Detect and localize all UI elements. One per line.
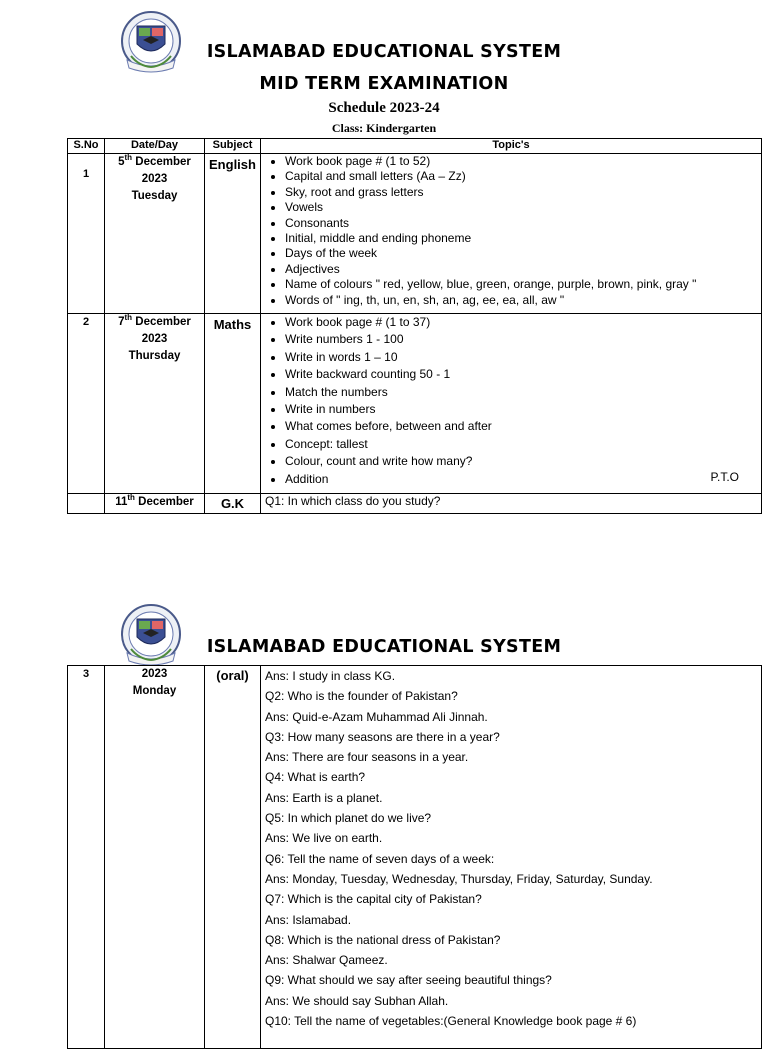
- qa-line: Ans: Earth is a planet.: [265, 790, 383, 805]
- row-date: 5th December 2023 Tuesday: [105, 154, 205, 314]
- header-sno: S.No: [68, 139, 105, 154]
- row-questions: [261, 666, 762, 1049]
- pto-label: P.T.O: [710, 470, 739, 484]
- qa-line: Q2: Who is the founder of Pakistan?: [265, 689, 458, 704]
- row-topics: [261, 314, 762, 494]
- qa-line: Q4: What is earth?: [265, 770, 366, 785]
- row-sno: 1: [68, 154, 105, 314]
- schedule-table-continued: [67, 665, 762, 1049]
- row-subject: English: [205, 154, 261, 314]
- topic-item: • Vowels: [285, 200, 761, 215]
- qa-line: Q7: Which is the capital city of Pakistan?: [265, 892, 482, 907]
- topic-item: • Capital and small letters (Aa – Zz): [285, 169, 761, 184]
- topic-item: • Match the numbers: [285, 384, 761, 401]
- topic-item: • Addition: [285, 471, 761, 488]
- topic-item: • Adjectives: [285, 262, 761, 277]
- school-crest-icon: [117, 603, 185, 669]
- row-topics: [261, 154, 762, 314]
- schedule-table: [67, 138, 762, 514]
- topic-item: • Write numbers 1 - 100: [285, 331, 761, 348]
- row-subject: G.K: [205, 494, 261, 514]
- org-name: ISLAMABAD EDUCATIONAL SYSTEM: [206, 637, 562, 657]
- org-name: ISLAMABAD EDUCATIONAL SYSTEM: [206, 42, 562, 62]
- topic-item: • Work book page # (1 to 37): [285, 314, 761, 331]
- qa-line: Ans: Monday, Tuesday, Wednesday, Thursday, Friday, Saturday, Sunday.: [265, 871, 653, 886]
- qa-line: Q5: In which planet do we live?: [265, 811, 432, 826]
- qa-line: Ans: Shalwar Qameez.: [265, 953, 388, 968]
- qa-line: Ans: We should say Subhan Allah.: [265, 993, 449, 1008]
- table-row: [68, 494, 762, 514]
- topic-item: • Write backward counting 50 - 1: [285, 366, 761, 383]
- qa-line: Ans: Islamabad.: [265, 912, 352, 927]
- topic-item: • Colour, count and write how many?: [285, 453, 761, 470]
- topic-item: • Write in words 1 – 10: [285, 349, 761, 366]
- header-subject: Subject: [205, 139, 261, 154]
- row-sno: 3: [68, 666, 105, 1049]
- table-header-row: [68, 139, 762, 154]
- topic-item: • Consonants: [285, 216, 761, 231]
- topic-item: • What comes before, between and after: [285, 418, 761, 435]
- qa-line: Ans: We live on earth.: [265, 831, 383, 846]
- exam-title: MID TERM EXAMINATION: [259, 74, 509, 94]
- row-sno: 2: [68, 314, 105, 494]
- table-row: [68, 314, 762, 494]
- topic-item: • Initial, middle and ending phoneme: [285, 231, 761, 246]
- topic-item: • Days of the week: [285, 246, 761, 261]
- topic-item: • Name of colours " red, yellow, blue, green, orange, purple, brown, pink, gray ": [285, 277, 761, 292]
- table-row: [68, 666, 762, 1049]
- qa-line: Q9: What should we say after seeing beautiful things?: [265, 973, 552, 988]
- row-date: 2023 Monday: [105, 666, 205, 1049]
- topic-item: • Sky, root and grass letters: [285, 185, 761, 200]
- qa-line: Q8: Which is the national dress of Pakistan?: [265, 932, 501, 947]
- row-subject: (oral): [205, 666, 261, 1049]
- topic-item: • Concept: tallest: [285, 436, 761, 453]
- class-label: Class: Kindergarten: [331, 121, 437, 135]
- row-date: 7th December 2023 Thursday: [105, 314, 205, 494]
- topic-item: • Write in numbers: [285, 401, 761, 418]
- topic-list: [261, 314, 761, 488]
- row-first-question: Q1: In which class do you study?: [261, 494, 762, 514]
- qa-line: Ans: Quid-e-Azam Muhammad Ali Jinnah.: [265, 709, 488, 724]
- qa-line: Q6: Tell the name of seven days of a week:: [265, 851, 495, 866]
- qa-line: Q3: How many seasons are there in a year?: [265, 729, 500, 744]
- qa-line: Ans: There are four seasons in a year.: [265, 750, 469, 765]
- row-subject: Maths: [205, 314, 261, 494]
- topic-item: • Work book page # (1 to 52): [285, 154, 761, 169]
- topic-item: • Words of " ing, th, un, en, sh, an, ag, ee, ea, all, aw ": [285, 293, 761, 308]
- qa-list: [265, 666, 761, 1031]
- topic-list: [261, 154, 761, 308]
- qa-line: Q10: Tell the name of vegetables:(General Knowledge book page # 6): [265, 1014, 637, 1029]
- qa-line: Ans: I study in class KG.: [265, 669, 396, 683]
- table-row: [68, 154, 762, 314]
- row-date: 11th December: [105, 494, 205, 514]
- header-date: Date/Day: [105, 139, 205, 154]
- header-topics: Topic's: [261, 139, 762, 154]
- schedule-label: Schedule 2023-24: [328, 100, 440, 116]
